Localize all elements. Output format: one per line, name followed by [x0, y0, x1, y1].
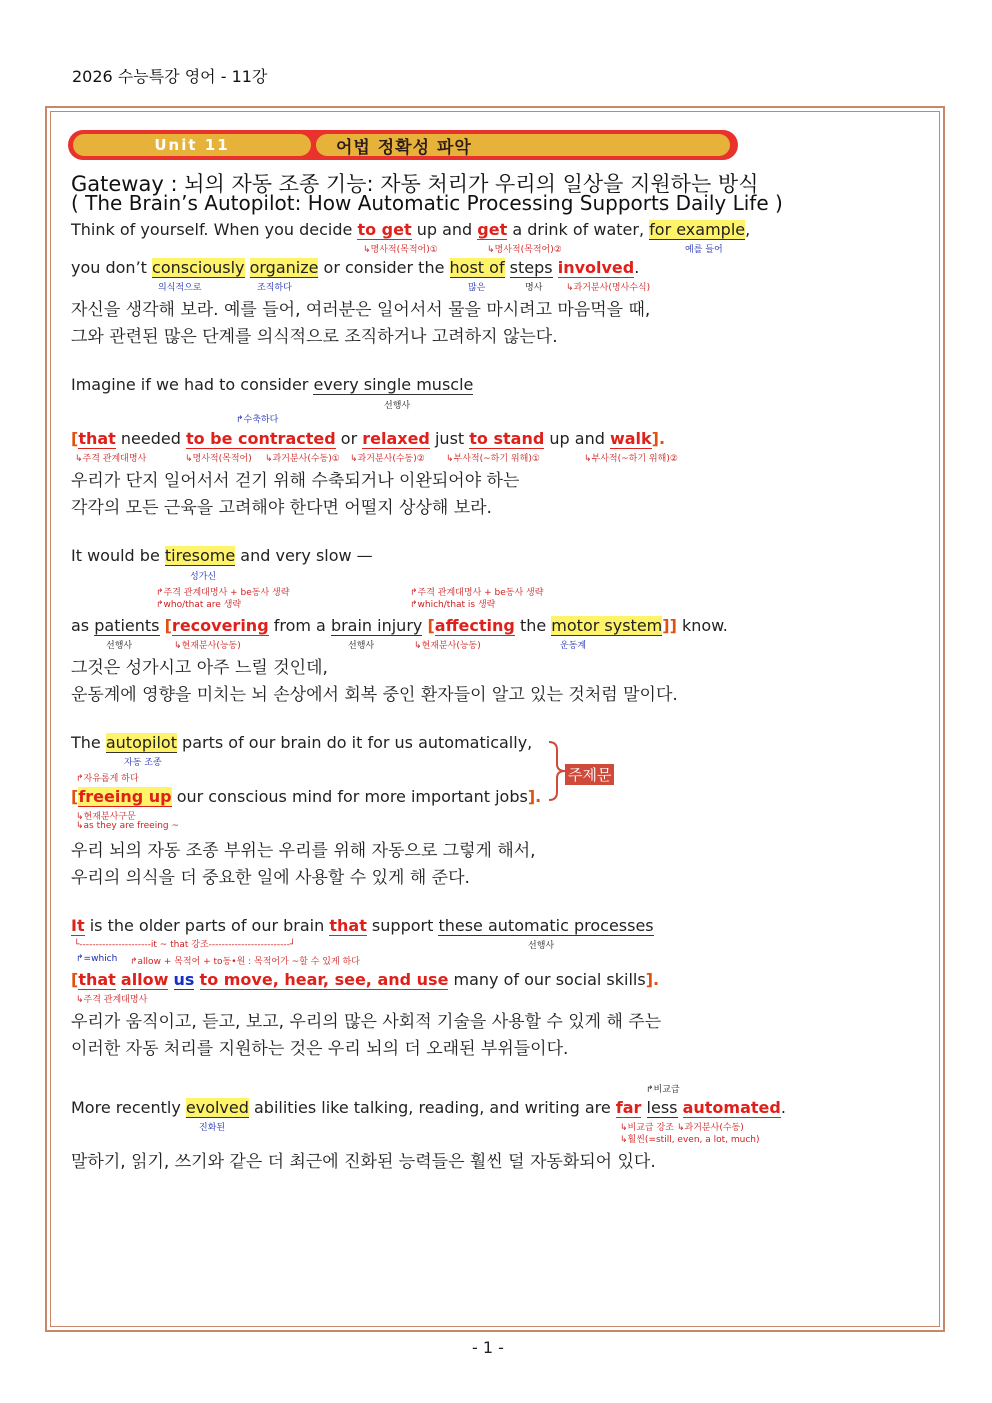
annotation: 조직하다 [257, 283, 292, 293]
annotation: ↱주격 관계대명사 + be동사 생략 [410, 588, 544, 598]
annotation: ↱which/that is 생략 [410, 600, 496, 610]
annotation: ↳과거분사(수동) [677, 1123, 744, 1133]
annotation: ↱who/that are 생략 [156, 600, 242, 610]
page-number: - 1 - [472, 1338, 504, 1357]
brace-icon [545, 740, 567, 802]
annotation: ↱주격 관계대명사 + be동사 생략 [156, 588, 290, 598]
sentence-4: [that needed to be contracted or relaxed just to stand up and walk]. [71, 429, 666, 448]
sentence-8: [freeing up our conscious mind for more important jobs]. [71, 787, 542, 806]
sentence-11: More recently evolved abilities like talking, reading, and writing are far less automated. [71, 1098, 786, 1117]
sentence-6: as patients [recovering from a brain injury [affecting the motor system]] know. [71, 616, 728, 635]
translation-line: 그것은 성가시고 아주 느릴 것인데, [71, 658, 328, 678]
theme-sentence-label: 주제문 [565, 764, 614, 785]
annotation: 예를 들어 [685, 245, 723, 255]
translation-line: 우리가 움직이고, 듣고, 보고, 우리의 많은 사회적 기술을 사용할 수 있게 해 주는 [71, 1012, 662, 1032]
annotation: 명사 [525, 283, 543, 293]
annotation: 선행사 [528, 941, 555, 951]
annotation: ↳명사적(목적어)① [363, 245, 438, 255]
annotation: 선행사 [348, 641, 375, 651]
annotation: 운동계 [560, 641, 587, 651]
annotation: ↱allow + 목적어 + to동•원 : 목적어가 ~할 수 있게 하다 [130, 957, 360, 967]
unit-label: Unit 11 [73, 134, 311, 156]
topic-label: 어법 정확성 파악 [316, 134, 730, 156]
translation-line: 운동계에 영향을 미치는 뇌 손상에서 회복 중인 환자들이 알고 있는 것처럼 말이다. [71, 685, 678, 705]
annotation: 선행사 [384, 401, 411, 411]
annotation: 자동 조종 [124, 758, 162, 768]
annotation: ↳현재분사(능동) [414, 641, 481, 651]
annotation: ↳주격 관계대명사 [75, 454, 147, 464]
sentence-1: Think of yourself. When you decide to get up and get a drink of water, for example, [71, 220, 751, 239]
annotation: 의식적으로 [158, 283, 202, 293]
annotation: └----------------------it ~ that 강조-------------------------┘ [74, 940, 296, 950]
annotation: ↱수축하다 [236, 415, 279, 425]
annotation: ↳비교급 강조 [620, 1123, 674, 1133]
title-korean: Gateway : 뇌의 자동 조종 기능: 자동 처리가 우리의 일상을 지원하는 방식 [71, 172, 759, 196]
sentence-5: It would be tiresome and very slow — [71, 546, 373, 565]
annotation: ↳부사적(~하기 위해)② [584, 454, 678, 464]
annotation: ↱=which [76, 954, 118, 964]
translation-line: 각각의 모든 근육을 고려해야 한다면 어떨지 상상해 보라. [71, 498, 492, 518]
annotation: ↳과거분사(명사수식) [566, 283, 651, 293]
annotation: 많은 [468, 283, 486, 293]
annotation: ↳현재분사(능동) [174, 641, 241, 651]
annotation: ↳과거분사(수동)② [350, 454, 425, 464]
annotation: ↳as they are freeing ~ [76, 821, 180, 831]
translation-line: 자신을 생각해 보라. 예를 들어, 여러분은 일어서서 물을 마시려고 마음먹을 때, [71, 300, 651, 320]
annotation: ↳과거분사(수동)① [265, 454, 340, 464]
title-english: ( The Brain’s Autopilot: How Automatic Processing Supports Daily Life ) [71, 191, 783, 215]
annotation: ↳부사적(~하기 위해)① [446, 454, 540, 464]
sentence-3: Imagine if we had to consider every single muscle [71, 375, 474, 394]
annotation: ↳훨씬(=still, even, a lot, much) [620, 1135, 760, 1145]
translation-line: 우리 뇌의 자동 조종 부위는 우리를 위해 자동으로 그렇게 해서, [71, 841, 536, 861]
page-header: 2026 수능특강 영어 - 11강 [72, 67, 268, 86]
translation-line: 우리가 단지 일어서서 걷기 위해 수축되거나 이완되어야 하는 [71, 471, 520, 491]
sentence-9: It is the older parts of our brain that support these automatic processes [71, 916, 654, 935]
annotation: ↱비교급 [646, 1085, 680, 1095]
annotation: ↳명사적(목적어) [185, 454, 252, 464]
annotation: ↱자유롭게 하다 [76, 774, 139, 784]
translation-line: 그와 관련된 많은 단계를 의식적으로 조직하거나 고려하지 않는다. [71, 327, 558, 347]
sentence-2: you don’t consciously organize or consider the host of steps involved. [71, 258, 640, 277]
translation-line: 우리의 의식을 더 중요한 일에 사용할 수 있게 해 준다. [71, 868, 470, 888]
annotation: ↳명사적(목적어)② [487, 245, 562, 255]
sentence-10: [that allow us to move, hear, see, and use many of our social skills]. [71, 970, 660, 989]
translation-line: 말하기, 읽기, 쓰기와 같은 더 최근에 진화된 능력들은 훨씬 덜 자동화되어 있다. [71, 1152, 656, 1172]
annotation: 선행사 [106, 641, 133, 651]
translation-line: 이러한 자동 처리를 지원하는 것은 우리 뇌의 더 오래된 부위들이다. [71, 1039, 569, 1059]
sentence-7: The autopilot parts of our brain do it for us automatically, [71, 733, 533, 752]
annotation: ↳현재분사구문 [76, 812, 136, 822]
annotation: 진화된 [199, 1123, 226, 1133]
unit-banner [68, 130, 738, 160]
annotation: 성가신 [190, 572, 217, 582]
annotation: ↳주격 관계대명사 [76, 995, 148, 1005]
